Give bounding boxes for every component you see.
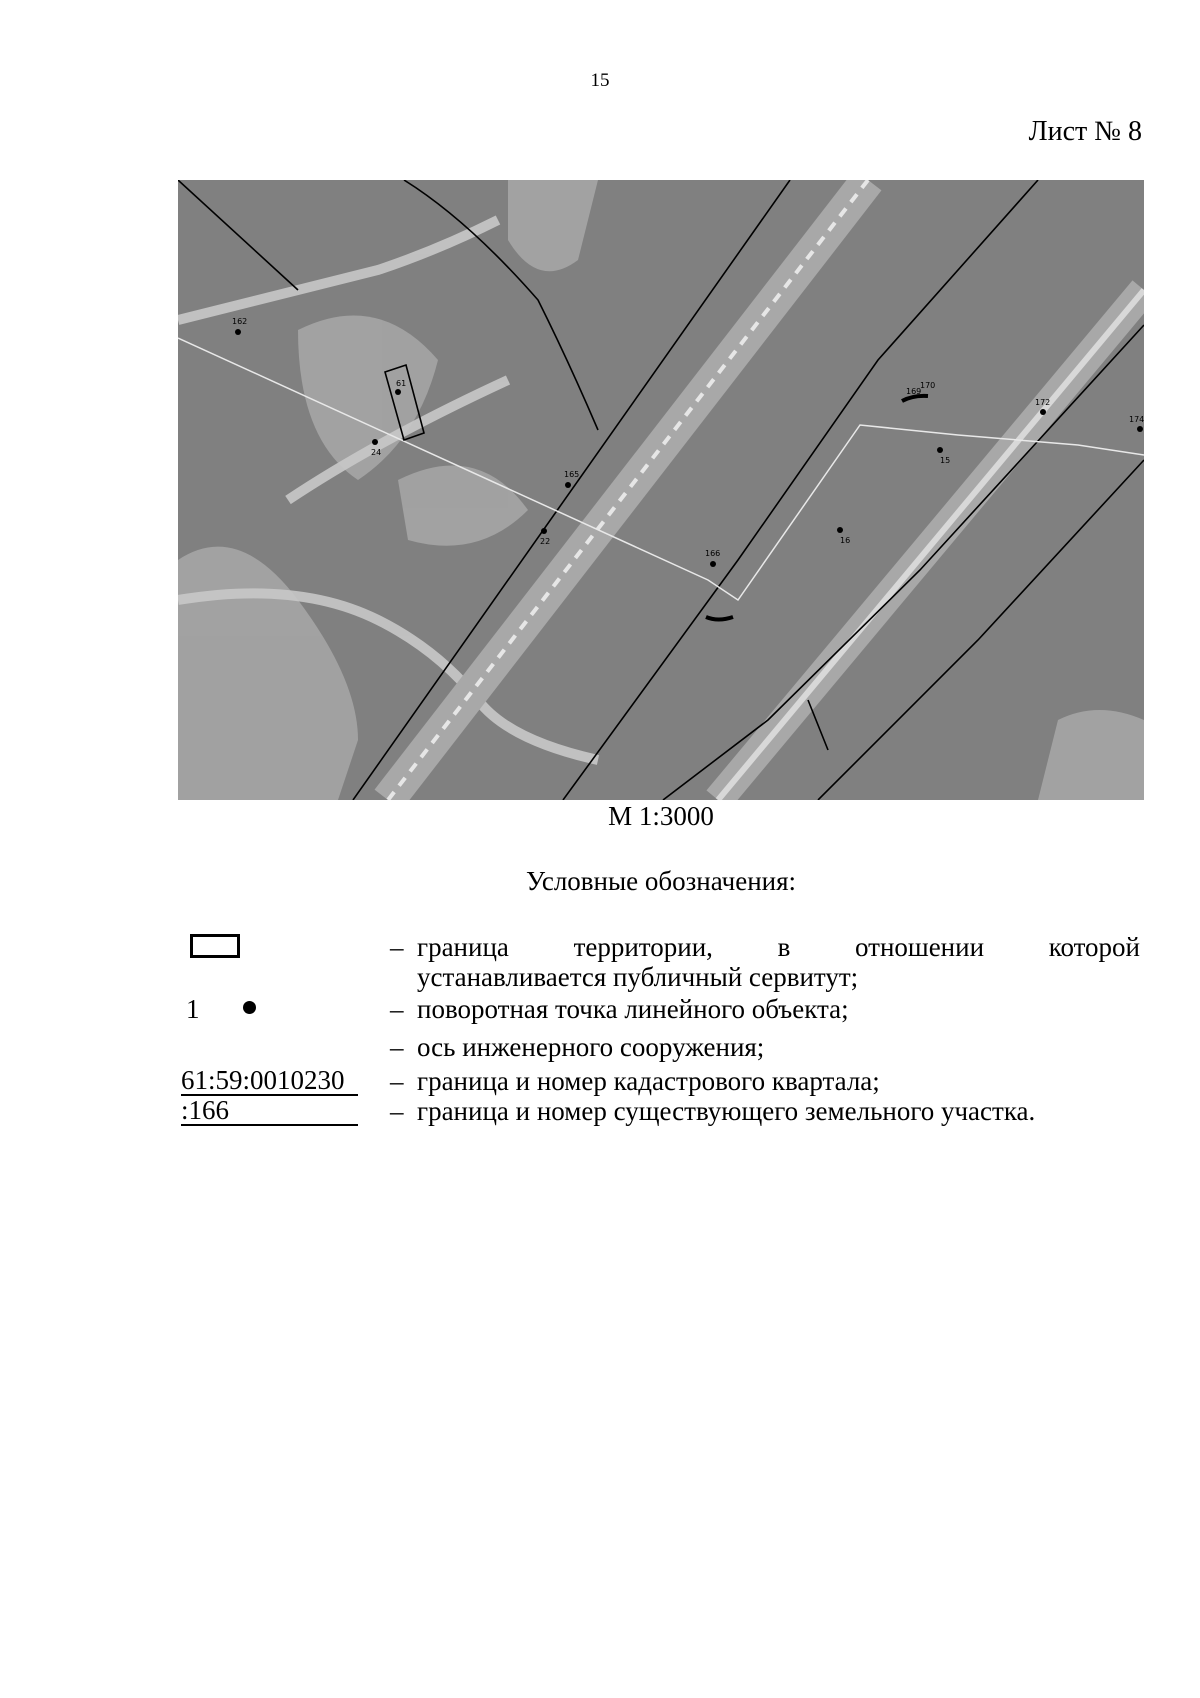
legend-item-turning-point	[178, 994, 1140, 1032]
land-plot-number: :166	[181, 1096, 358, 1126]
point-label-61: 61	[396, 379, 407, 388]
legend-item-cadastral-block	[178, 1066, 1140, 1096]
legend-item-land-plot	[178, 1096, 1140, 1126]
point-label-16: 16	[840, 536, 851, 545]
sheet-label: Лист № 8	[1028, 116, 1142, 147]
legend-dash: –	[390, 1032, 404, 1062]
legend-text: граница и номер существующего земельного участка.	[417, 1096, 1036, 1126]
point-label-24: 24	[371, 448, 382, 457]
legend-dash: –	[390, 1066, 404, 1096]
point-label-162: 162	[232, 317, 248, 326]
legend-text-line1: граница территории, в отношении которой	[417, 932, 1140, 962]
legend-text: граница и номер кадастрового квартала;	[417, 1066, 880, 1096]
map-canvas	[178, 180, 1144, 800]
point-label-172: 172	[1035, 398, 1051, 407]
point-label-169: 169	[906, 387, 922, 396]
legend-text: ось инженерного сооружения;	[417, 1032, 765, 1062]
legend-dash: –	[390, 1096, 404, 1126]
map-scale: М 1:3000	[608, 801, 714, 831]
point-label-22: 22	[540, 537, 551, 546]
point-label-174: 174	[1129, 415, 1144, 424]
legend-text-line2: устанавливается публичный сервитут;	[417, 962, 859, 992]
dot-icon	[243, 1001, 256, 1014]
legend-item-servitude-boundary	[178, 932, 1140, 994]
point-number: 1	[186, 994, 200, 1024]
legend-title: Условные обозначения:	[525, 866, 797, 896]
point-label-165: 165	[564, 470, 580, 479]
map-image	[178, 180, 1144, 800]
legend-dash: –	[390, 994, 404, 1024]
cadastral-block-number: 61:59:0010230	[181, 1066, 358, 1096]
point-label-166: 166	[705, 549, 721, 558]
rectangle-icon	[190, 934, 240, 958]
legend	[178, 932, 1140, 1126]
legend-dash: –	[390, 932, 404, 962]
legend-item-engineering-axis	[178, 1032, 1140, 1066]
point-label-15: 15	[940, 456, 951, 465]
legend-text: поворотная точка линейного объекта;	[417, 994, 849, 1024]
page-number: 15	[590, 70, 610, 91]
point-label-170: 170	[920, 381, 936, 390]
